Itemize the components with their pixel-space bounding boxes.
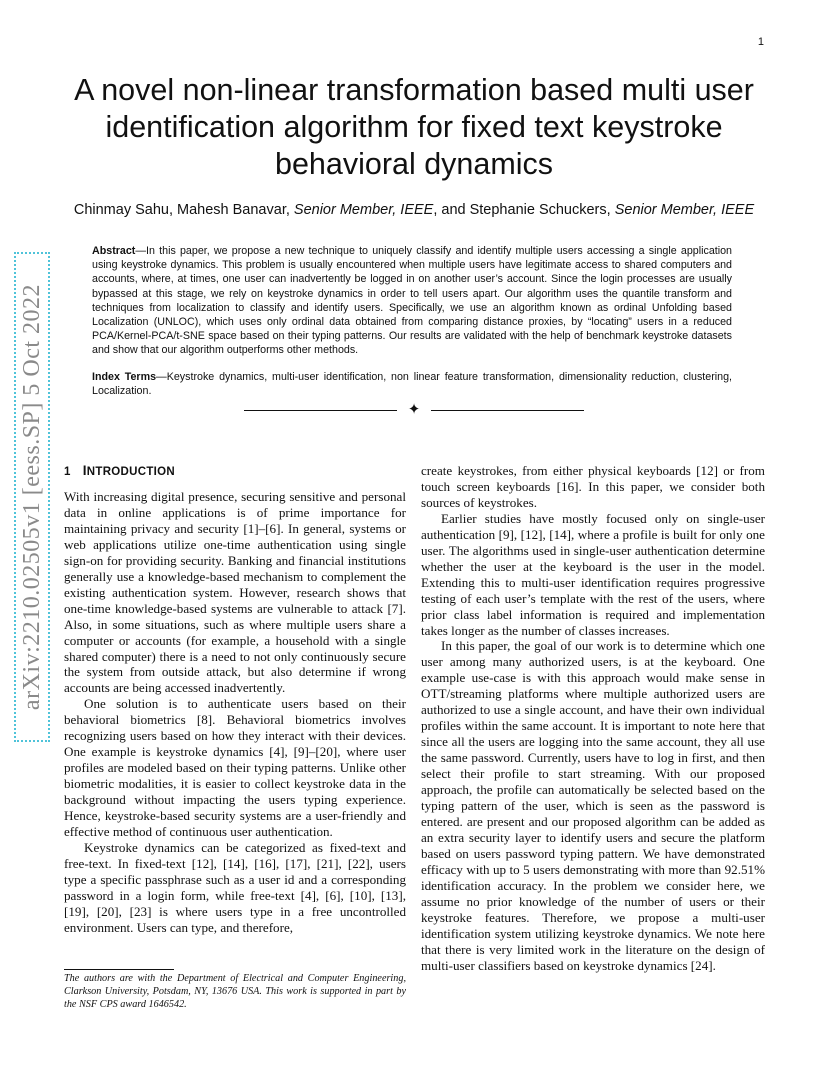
divider-line-right — [431, 410, 584, 411]
paragraph: One solution is to authenticate users based on their behavioral biometrics [8]. Behavioral biometrics involves recognizing users based on how they interact with their devices. One example is keystroke dynamics [4], [9]–[20], where user profiles are modeled based on their typing patterns. Unlike other biometric modalities, it is easier to collect keystroke data in the background without impacting the users typing experience. Hence, keystroke-based security systems are a user-friendly and effective method of continuous user authentication. — [64, 696, 406, 840]
page-number: 1 — [757, 36, 764, 48]
paper-title: A novel non-linear transformation based multi user identification algorithm for fixed text keystroke behavioral dynamics — [74, 73, 754, 181]
divider-line-left — [244, 410, 397, 411]
section-divider — [244, 403, 584, 419]
right-column — [421, 463, 765, 974]
author-role-1: Senior Member, IEEE — [293, 202, 434, 218]
index-terms-text: —Keystroke dynamics, multi-user identification, non linear feature transformation, dimensionality reduction, clustering, Localization. — [92, 370, 732, 397]
abstract-label: Abstract — [92, 245, 136, 257]
left-column — [64, 463, 406, 936]
index-terms-label: Index Terms — [92, 370, 157, 383]
abstract — [92, 244, 732, 358]
divider-star-icon: ✦ — [407, 402, 421, 418]
abstract-text: —In this paper, we propose a new technique to uniquely classify and identify multiple users accessing a single application using keystroke dynamics. This problem is usually encountered when multiple users have legitimate access to shared computers and accounts, where, at times, one user can inadvertently be logged in on another user’s account. Since the login processes are usually bypassed at this stage, we rely on keystroke dynamics in order to tell users apart. Our algorithm uses the quantile transform and techniques from localization to classify and identify users. Specifically, we use an algorithm known as ordinal Unfolding based Localization (UNLOC), which uses only ordinal data obtained from comparing distance proxies, by “locating” users in a reduced PCA/Kernel-PCA/t-SNE space based on their typing patterns. Our results are validated with the help of benchmark keystroke datasets and show that our algorithm outperforms other methods. — [92, 245, 732, 357]
author-role-2: Senior Member, IEEE — [614, 202, 755, 218]
section-number: 1 — [64, 466, 71, 478]
paragraph: With increasing digital presence, securing sensitive and personal data in online applications is of prime importance for maintaining privacy and security [1]–[6]. In general, systems or web applications utilize one-time authentication using single sign-on for providing security. Banking and financial institutions generally use a knowledge-based mechanism to complement the existing authentication system. However, research shows that one-time knowledge-based systems are vulnerable to attack [7]. Also, in some situations, such as where multiple users share a computer or accounts (for example, a household with a single shared computer) there is a need to not only continuously secure the system from outside attack, but also determine if wrong accounts are being accessed inadvertently. — [64, 489, 406, 696]
author-names-2: , and Stephanie Schuckers, — [433, 202, 615, 218]
paragraph: create keystrokes, from either physical keyboards [12] or from touch screen keyboards [16]. In this paper, we consider both sources of keystrokes. — [421, 463, 765, 510]
index-terms — [92, 370, 732, 398]
section-heading — [64, 463, 406, 480]
section-title-rest: NTRODUCTION — [86, 466, 176, 478]
affiliation-footnote: The authors are with the Department of Electrical and Computer Engineering, Clarkson University, Potsdam, NY, 13676 USA. This work is supported in part by the NSF CPS award 1646542. — [64, 973, 406, 1010]
author-names-1: Chinmay Sahu, Mahesh Banavar, — [73, 202, 294, 218]
author-list — [40, 202, 788, 218]
paragraph: In this paper, the goal of our work is to determine which one user among many authorized users, is at the keyboard. One example use-case is with this approach would make sense in OTT/streaming platforms where multiple authorized users are authorized to use a single account, and have their own individual profiles within the same account. It is important to note here that since all the users are logging into the same account, they all use the same password. Currently, users have to log in first, and then select their profile to start streaming. With our proposed approach, the profile can automatically be selected based on the typing pattern of the user, which is seen as the password is entered. are present and our proposed algorithm can be added as an extra security layer to identify users and secure the platform based on users password typing pattern. We have demonstrated efficacy with up to 5 users demonstrating with more than 92.51% identification accuracy. In the problem we consider here, we assume no prior knowledge of the number of users or their keystroke features. Therefore, we propose a multi-user identification system utilizing keystroke dynamics. We note here that there is very limited work in the literature on the design of multi-user classifiers based on keystroke dynamics [24]. — [421, 638, 765, 973]
paragraph: Earlier studies have mostly focused only on single-user authentication [9], [12], [14], where a profile is built for only one user. The algorithms used in single-user authentication determine whether the user at the keyboard is the user in the model. Extending this to multi-user identification requires progressive testing of each user’s template with the rest of the users, where prior class label information is required and implementation takes longer as the number of classes increases. — [421, 510, 765, 638]
abstract-block — [92, 244, 732, 410]
section-title-initial: I — [82, 463, 87, 478]
paragraph: Keystroke dynamics can be categorized as fixed-text and free-text. In fixed-text [12], [14], [16], [17], [21], [22], users type a specific passphrase such as a user id and a corresponding password in a login form, while free-text [4], [6], [10], [13], [19], [20], [23] is where users type in a free uncontrolled environment. Users can type, and therefore, — [64, 839, 406, 935]
arxiv-identifier-stamp: arXiv:2210.02505v1 [eess.SP] 5 Oct 2022 — [14, 252, 50, 742]
footnote-rule — [64, 969, 174, 970]
